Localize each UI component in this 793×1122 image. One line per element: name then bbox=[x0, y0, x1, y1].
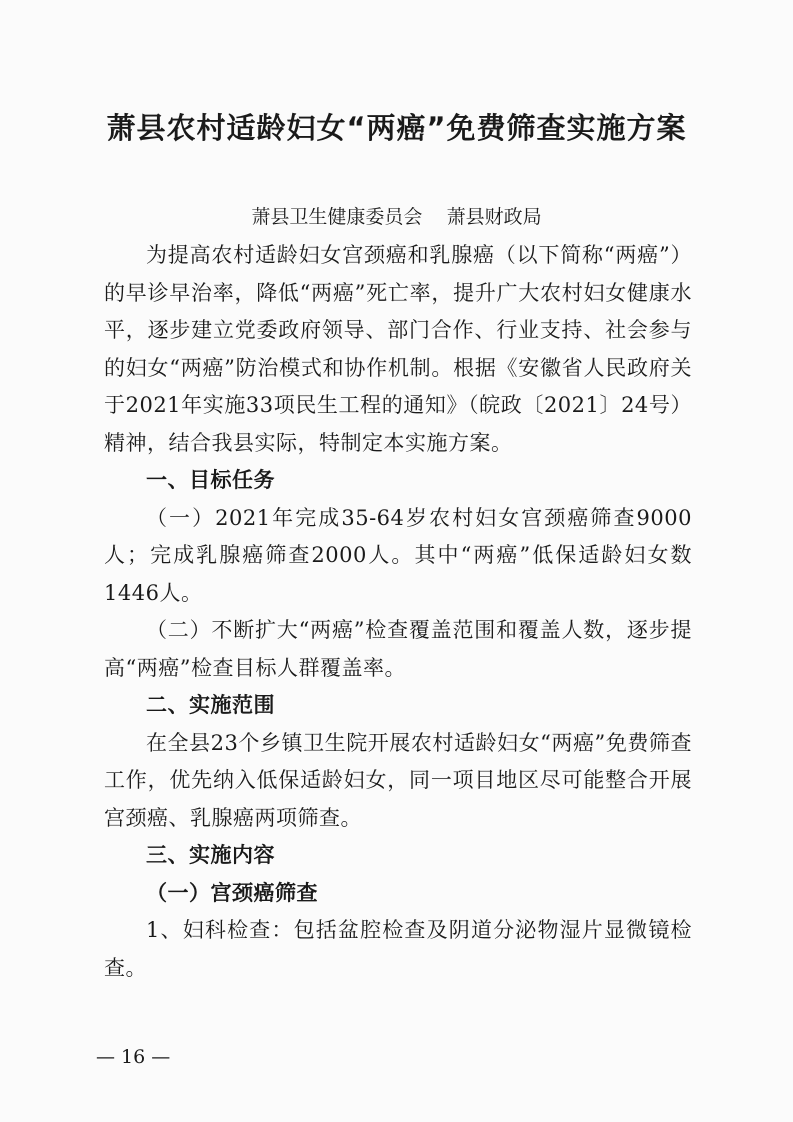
intro-paragraph: 为提高农村适龄妇女宫颈癌和乳腺癌（以下简称“两癌”）的早诊早治率，降低“两癌”死亡率，提升广大农村妇女健康水平，逐步建立党委政府领导、部门合作、行业支持、社会参与的妇女“两癌”防治模式和协作机制。根据《安徽省人民政府关于2021年实施33项民生工程的通知》（皖政〔2021〕24号）精神，结合我县实际，特制定本实施方案。 bbox=[104, 243, 692, 455]
section-1-item-1: （一）2021年完成35-64岁农村妇女宫颈癌筛查9000人；完成乳腺癌筛查2000人。其中“两癌”低保适龄妇女数1446人。 bbox=[104, 505, 692, 605]
page-number: — 16 — bbox=[96, 1046, 171, 1068]
document-body bbox=[104, 237, 692, 987]
issuing-authorities: 萧县卫生健康委员会 萧县财政局 bbox=[251, 206, 542, 228]
section-1-heading: 一、目标任务 bbox=[146, 468, 275, 492]
section-3-item-1: 1、妇科检查：包括盆腔检查及阴道分泌物湿片显微镜检查。 bbox=[104, 918, 692, 980]
section-1-item-2: （二）不断扩大“两癌”检查覆盖范围和覆盖人数，逐步提高“两癌”检查目标人群覆盖率。 bbox=[104, 618, 692, 680]
section-3-heading: 三、实施内容 bbox=[146, 843, 275, 867]
section-2-heading: 二、实施范围 bbox=[146, 693, 275, 717]
document-title: 萧县农村适龄妇女“两癌”免费筛查实施方案 bbox=[106, 111, 687, 145]
section-2-paragraph: 在全县23个乡镇卫生院开展农村适龄妇女“两癌”免费筛查工作，优先纳入低保适龄妇女，同一项目地区尽可能整合开展宫颈癌、乳腺癌两项筛查。 bbox=[104, 730, 692, 830]
section-3-subheading: （一）宫颈癌筛查 bbox=[146, 880, 318, 905]
